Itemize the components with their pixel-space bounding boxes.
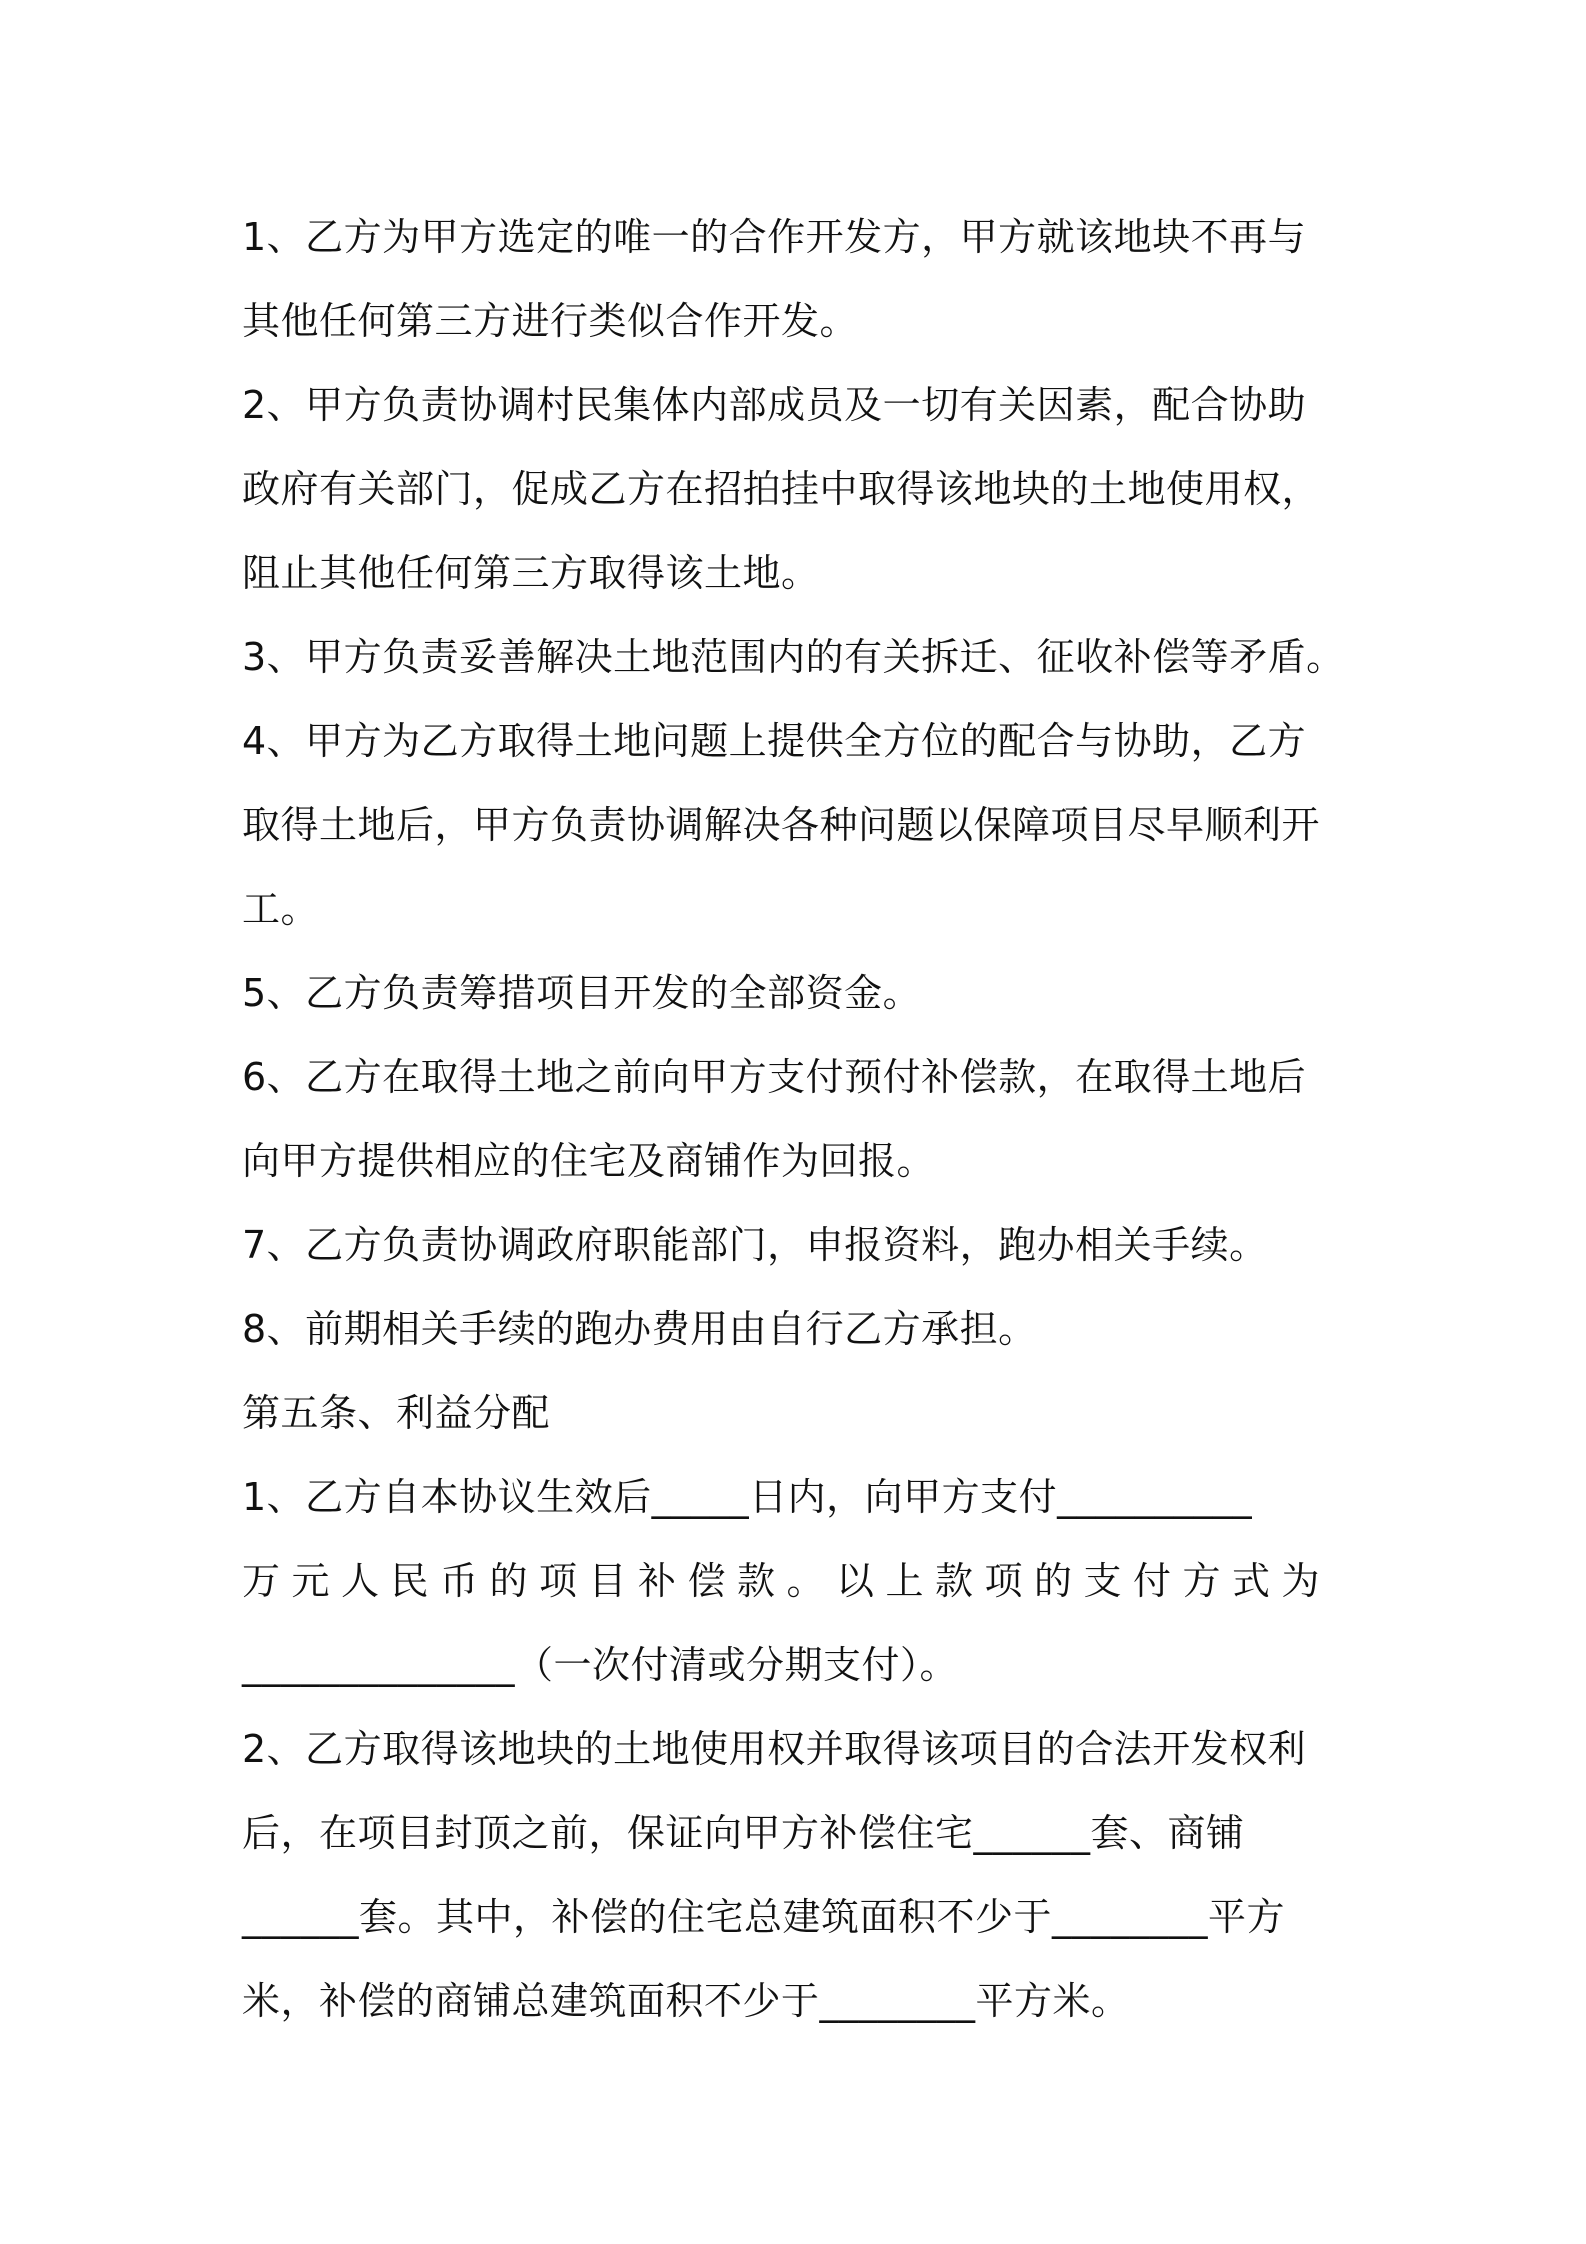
text-line: 阻止其他任何第三方取得该土地。 (242, 551, 820, 595)
text-line: ______套。其中，补偿的住宅总建筑面积不少于________平方 (242, 1895, 1286, 1939)
text-line: 3、甲方负责妥善解决土地范围内的有关拆迁、征收补偿等矛盾。 (242, 635, 1345, 679)
text-line: 2、甲方负责协调村民集体内部成员及一切有关因素，配合协助 (242, 383, 1307, 427)
text-line: 万元人民币的项目补偿款。以上款项的支付方式为 (242, 1559, 1332, 1603)
text-line: 1、乙方自本协议生效后_____日内，向甲方支付__________ (242, 1475, 1253, 1519)
text-line: 米，补偿的商铺总建筑面积不少于________平方米。 (242, 1979, 1130, 2023)
text-line: 政府有关部门，促成乙方在招拍挂中取得该地块的土地使用权， (242, 467, 1321, 511)
text-line: 向甲方提供相应的住宅及商铺作为回报。 (242, 1139, 936, 1183)
text-line: 6、乙方在取得土地之前向甲方支付预付补偿款，在取得土地后 (242, 1055, 1307, 1099)
document-body (242, 195, 1362, 2043)
text-line: 1、乙方为甲方选定的唯一的合作开发方，甲方就该地块不再与 (242, 215, 1307, 259)
text-line: 2、乙方取得该地块的土地使用权并取得该项目的合法开发权利 (242, 1727, 1307, 1771)
text-line: 取得土地后，甲方负责协调解决各种问题以保障项目尽早顺利开 (242, 803, 1321, 847)
text-line: 4、甲方为乙方取得土地问题上提供全方位的配合与协助，乙方 (242, 719, 1307, 763)
section-heading: 第五条、利益分配 (242, 1391, 551, 1435)
text-line: 5、乙方负责筹措项目开发的全部资金。 (242, 971, 922, 1015)
text-line: 7、乙方负责协调政府职能部门，申报资料，跑办相关手续。 (242, 1223, 1268, 1267)
text-line: 其他任何第三方进行类似合作开发。 (242, 299, 859, 343)
text-line: ______________（一次付清或分期支付）。 (242, 1643, 959, 1687)
text-line: 8、前期相关手续的跑办费用由自行乙方承担。 (242, 1307, 1037, 1351)
text-line: 工。 (242, 887, 320, 931)
text-line: 后，在项目封顶之前，保证向甲方补偿住宅______套、商铺 (242, 1811, 1245, 1855)
